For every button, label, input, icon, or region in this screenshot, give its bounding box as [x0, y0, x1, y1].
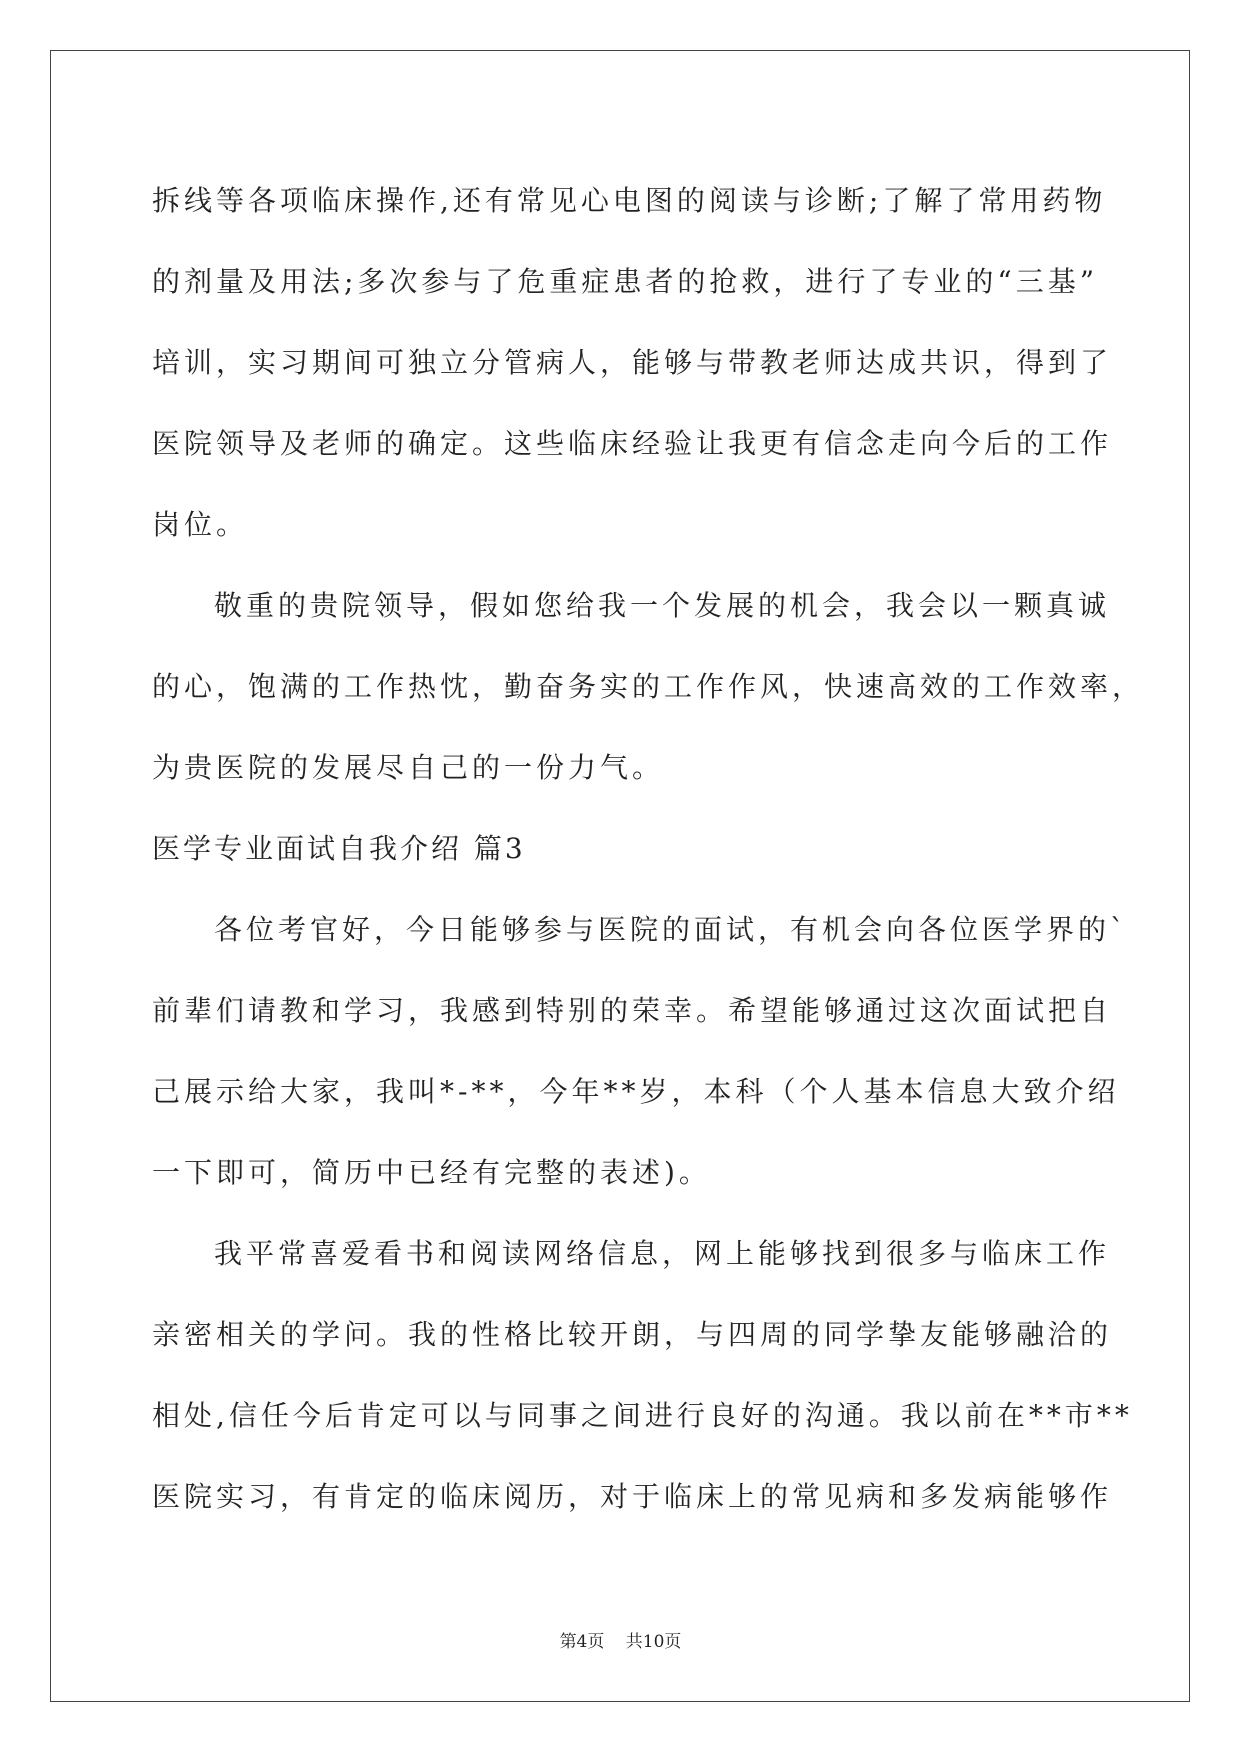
text-line: 岗位。 [152, 508, 249, 541]
text-line: 的心，饱满的工作热忱，勤奋务实的工作作风，快速高效的工作效率， [152, 670, 1145, 703]
text-line: 医院领导及老师的确定。这些临床经验让我更有信念走向今后的工作 [152, 427, 1113, 460]
text-line: 医院实习，有肯定的临床阅历，对于临床上的常见病和多发病能够作 [152, 1480, 1113, 1513]
text-line: 一下即可，简历中已经有完整的表述)。 [152, 1156, 711, 1189]
paragraph-start-line: 我平常喜爱看书和阅读网络信息，网上能够找到很多与临床工作 [214, 1237, 1111, 1270]
paragraph-start-line: 各位考官好，今日能够参与医院的面试，有机会向各位医学界的` [214, 913, 1129, 946]
paragraph-start-line: 敬重的贵院领导，假如您给我一个发展的机会，我会以一颗真诚 [214, 589, 1111, 622]
page-footer [0, 1627, 1241, 1652]
page-total: 共10页 [625, 1632, 682, 1652]
text-line: 培训，实习期间可独立分管病人，能够与带教老师达成共识，得到了 [152, 346, 1113, 379]
text-line: 拆线等各项临床操作,还有常见心电图的阅读与诊断;了解了常用药物 [152, 184, 1107, 217]
text-line: 相处,信任今后肯定可以与同事之间进行良好的沟通。我以前在**市** [152, 1399, 1133, 1432]
text-line: 的剂量及用法;多次参与了危重症患者的抢救，进行了专业的“三基” [152, 265, 1099, 298]
text-line: 亲密相关的学问。我的性格比较开朗，与四周的同学挚友能够融洽的 [152, 1318, 1113, 1351]
text-line: 己展示给大家，我叫*-**，今年**岁，本科（个人基本信息大致介绍 [152, 1075, 1120, 1108]
section-heading: 医学专业面试自我介绍 篇3 [152, 832, 526, 865]
document-body [152, 160, 1145, 1537]
text-line: 前辈们请教和学习，我感到特别的荣幸。希望能够通过这次面试把自 [152, 994, 1113, 1027]
text-line: 为贵医院的发展尽自己的一份力气。 [152, 751, 665, 784]
page-number: 第4页 [559, 1632, 605, 1652]
